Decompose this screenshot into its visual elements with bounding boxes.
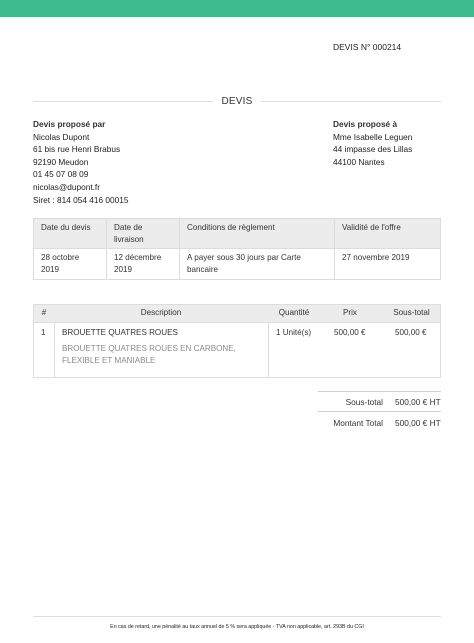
sender-heading: Devis proposé par xyxy=(33,119,106,129)
items-col-sep-2 xyxy=(268,322,269,377)
document-title xyxy=(0,96,474,107)
recipient-city: 44100 Nantes xyxy=(333,156,385,167)
item-subtotal: 500,00 € xyxy=(395,328,427,337)
info-table-divider xyxy=(34,248,440,249)
info-value-delivery: 12 décembre 2019 xyxy=(114,253,162,275)
info-value-validity: 27 novembre 2019 xyxy=(342,253,410,262)
recipient-heading: Devis proposé à xyxy=(333,119,398,129)
sender-siret: Siret : 814 054 416 00015 xyxy=(33,194,129,205)
accent-top-bar xyxy=(0,0,474,17)
item-name: BROUETTE QUATRES ROUES xyxy=(62,328,178,337)
info-header-date: Date du devis xyxy=(41,223,91,232)
total-value: 500,00 € HT xyxy=(395,418,441,428)
recipient-block xyxy=(333,118,412,168)
items-header-quantity: Quantité xyxy=(278,308,310,317)
subtotal-label: Sous-total xyxy=(345,397,383,407)
items-header-subtotal: Sous-total xyxy=(393,308,430,317)
subtotal-value: 500,00 € HT xyxy=(395,397,441,407)
item-detail: BROUETTE QUATRES ROUES EN CARBONE, FLEXIBLE ET MANIABLE xyxy=(62,344,236,366)
sender-email: nicolas@dupont.fr xyxy=(33,181,100,192)
sender-name: Nicolas Dupont xyxy=(33,131,90,142)
item-index: 1 xyxy=(41,328,46,337)
items-header-description: Description xyxy=(140,308,182,317)
devis-number: DEVIS N° 000214 xyxy=(333,42,402,52)
info-value-date: 28 octobre 2019 xyxy=(41,253,80,275)
footer-rule xyxy=(33,616,441,617)
recipient-street: 44 impasse des Lillas xyxy=(333,144,413,155)
info-col-sep-2 xyxy=(179,219,180,279)
items-col-sep-1 xyxy=(54,322,55,377)
info-value-conditions: A payer sous 30 jours par Carte bancaire xyxy=(187,253,301,275)
info-col-sep-1 xyxy=(106,219,107,279)
info-header-delivery: Date de livraison xyxy=(114,223,144,245)
item-price: 500,00 € xyxy=(334,328,366,337)
sender-phone: 01 45 07 08 09 xyxy=(33,169,89,180)
items-header-index: # xyxy=(41,308,47,317)
recipient-name: Mme Isabelle Leguen xyxy=(333,131,413,142)
footer-legal-note: En cas de retard, une pénalité au taux annuel de 5 % sera appliquée - TVA non applicable, art. 293B du CGI xyxy=(110,624,364,630)
item-quantity: 1 Unité(s) xyxy=(276,328,312,337)
totals-rule-top xyxy=(318,391,441,392)
sender-city: 92190 Meudon xyxy=(33,156,89,167)
info-header-validity: Validité de l'offre xyxy=(342,223,401,232)
sender-block xyxy=(33,118,129,206)
document-title-text: DEVIS xyxy=(213,96,260,107)
items-header-price: Prix xyxy=(343,308,357,317)
sender-street: 61 bis rue Henri Brabus xyxy=(33,144,121,155)
info-header-conditions: Conditions de règlement xyxy=(187,223,275,232)
info-col-sep-3 xyxy=(334,219,335,279)
items-table-divider xyxy=(34,322,440,323)
total-label: Montant Total xyxy=(333,418,383,428)
totals-rule-mid xyxy=(318,411,441,412)
